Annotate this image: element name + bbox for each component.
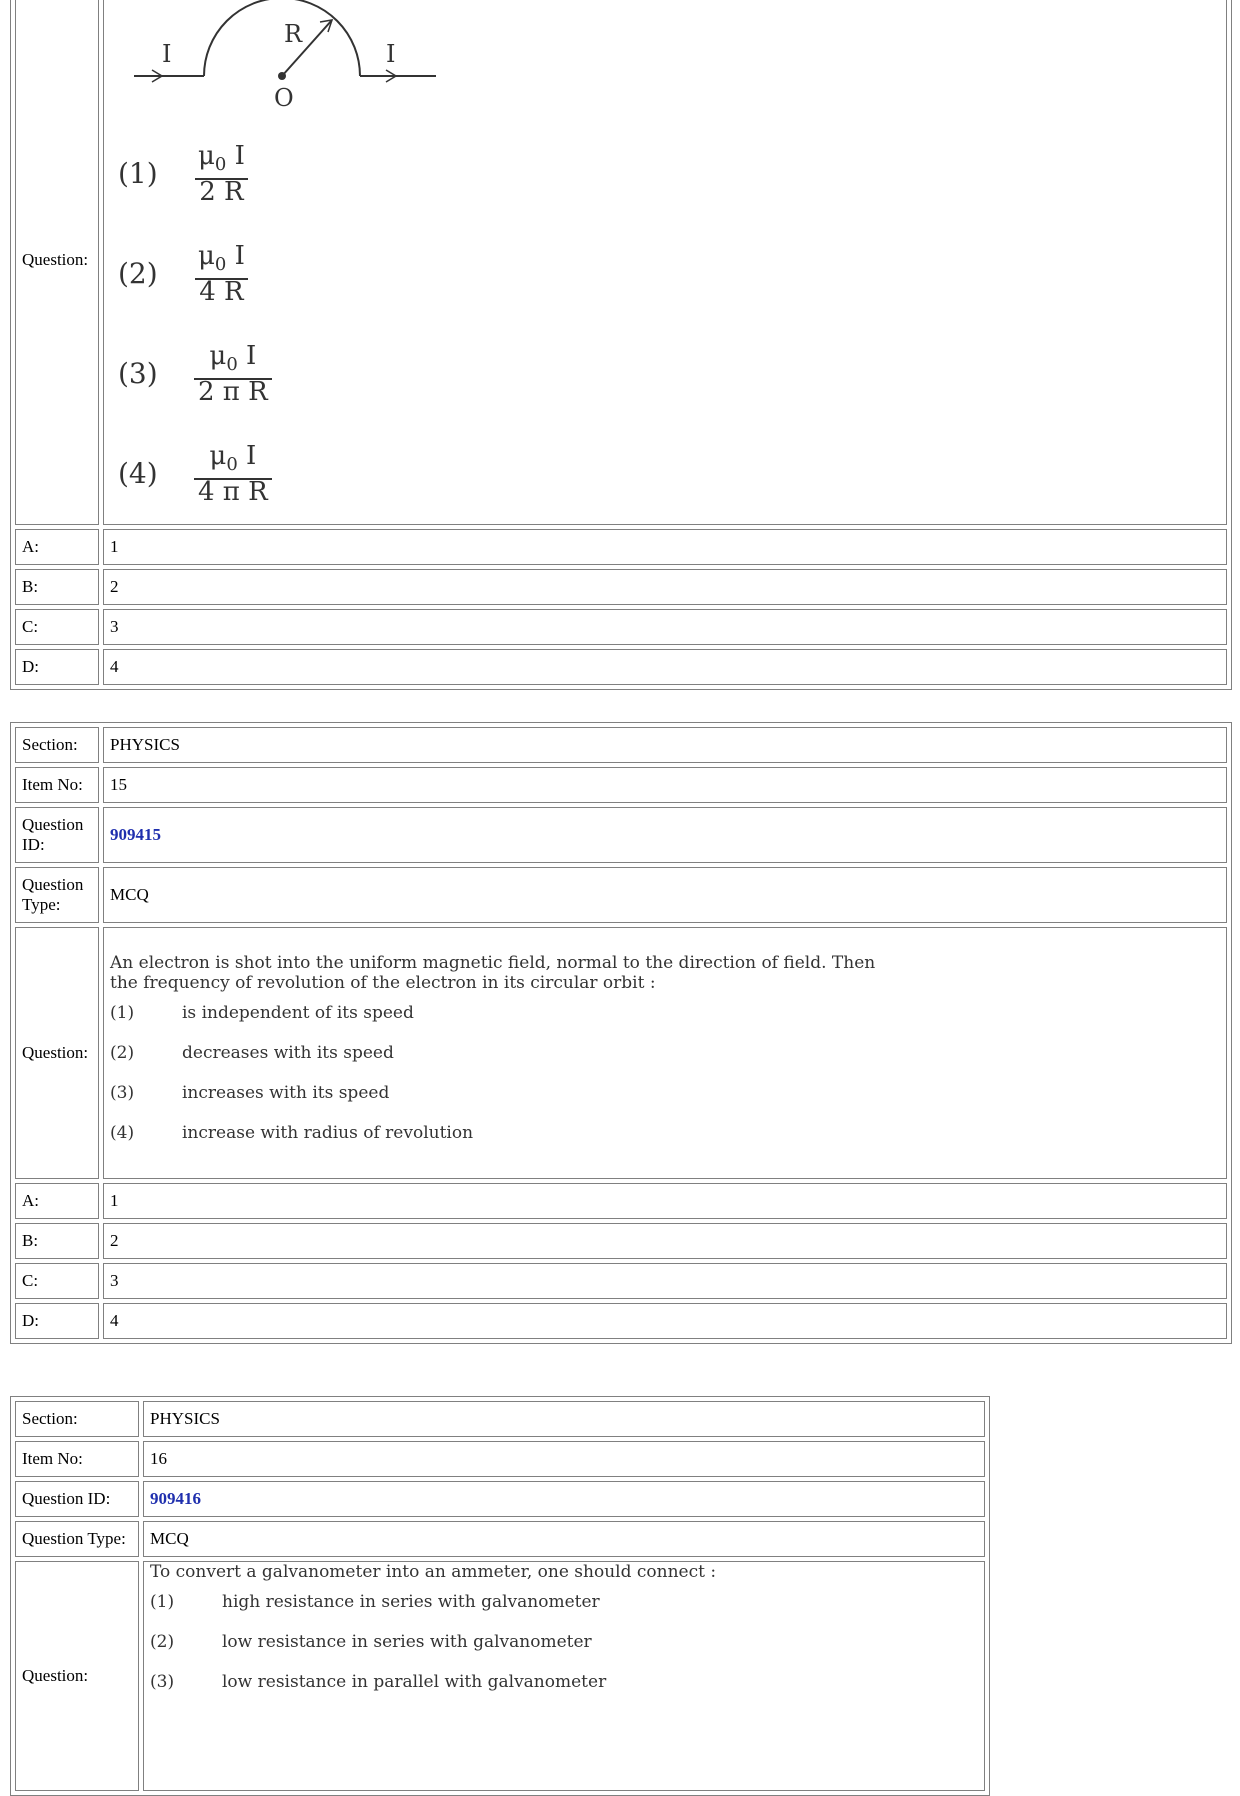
- option-2: (2) decreases with its speed: [110, 1043, 394, 1063]
- question-label: Question:: [15, 1561, 139, 1791]
- fraction: $\frac{\mu_0 I}{2 R}$: [194, 146, 249, 201]
- option-4: [104, 424, 272, 524]
- answer-label: B:: [15, 569, 99, 605]
- fraction: $\frac{\mu_0 I}{4 R}$: [194, 246, 249, 301]
- options-list: [104, 124, 272, 524]
- question-label: Question:: [15, 927, 99, 1179]
- answer-label: B:: [15, 1223, 99, 1259]
- option-1: [104, 124, 272, 224]
- semicircle-wire-diagram: [124, 0, 484, 116]
- option-4: (4) increase with radius of revolution: [110, 1123, 474, 1143]
- option-number: (4): [118, 457, 158, 490]
- option-2: [104, 224, 272, 324]
- question-type-value: MCQ: [103, 867, 1227, 923]
- answer-label: C:: [15, 1263, 99, 1299]
- question-type-label: Question Type:: [15, 1521, 139, 1557]
- question-body: [143, 1561, 985, 1791]
- option-number: (3): [118, 357, 158, 390]
- option-1: (1) high resistance in series with galvanometer: [150, 1592, 600, 1612]
- answer-value: 3: [103, 1263, 1227, 1299]
- section-value: PHYSICS: [103, 727, 1227, 763]
- question-table-16: [10, 1396, 990, 1796]
- question-body: [103, 927, 1227, 1179]
- answer-value: 1: [103, 529, 1227, 565]
- option-3: (3) low resistance in parallel with galvanometer: [150, 1672, 607, 1692]
- section-label: Section:: [15, 1401, 139, 1437]
- fraction: $\frac{\mu_0 I}{\text{4 π R}}$: [194, 446, 272, 501]
- answer-label: A:: [15, 1183, 99, 1219]
- item-label: Item No:: [15, 767, 99, 803]
- option-2: (2) low resistance in series with galvanometer: [150, 1632, 592, 1652]
- option-3: (3) increases with its speed: [110, 1083, 390, 1103]
- question-text: To convert a galvanometer into an ammeter, one should connect :: [150, 1562, 717, 1582]
- item-value: 16: [143, 1441, 985, 1477]
- question-id-label: Question ID:: [15, 1481, 139, 1517]
- answer-value: 1: [103, 1183, 1227, 1219]
- fraction: $\frac{\mu_0 I}{\text{2 π R}}$: [194, 346, 272, 401]
- answer-label: D:: [15, 649, 99, 685]
- section-label: Section:: [15, 727, 99, 763]
- question-id-value: 909415: [103, 807, 1227, 863]
- answer-label: D:: [15, 1303, 99, 1339]
- current-label-right: I: [386, 40, 396, 68]
- option-3: [104, 324, 272, 424]
- section-value: PHYSICS: [143, 1401, 985, 1437]
- question-text: the frequency of revolution of the electron in its circular orbit :: [110, 973, 656, 993]
- current-label-left: I: [162, 40, 172, 68]
- item-label: Item No:: [15, 1441, 139, 1477]
- question-table-15: [10, 722, 1232, 1344]
- option-1: (1) is independent of its speed: [110, 1003, 414, 1023]
- question-id-label: Question ID:: [15, 807, 99, 863]
- answer-label: A:: [15, 529, 99, 565]
- item-value: 15: [103, 767, 1227, 803]
- question-text: An electron is shot into the uniform magnetic field, normal to the direction of field. Then: [110, 953, 876, 973]
- option-number: (1): [118, 157, 158, 190]
- question-type-label: Question Type:: [15, 867, 99, 923]
- option-number: (2): [118, 257, 158, 290]
- answer-value: 2: [103, 569, 1227, 605]
- question-id-value: 909416: [143, 1481, 985, 1517]
- center-label: O: [274, 84, 294, 112]
- question-type-value: MCQ: [143, 1521, 985, 1557]
- question-label: Question:: [15, 0, 99, 525]
- radius-label: R: [284, 20, 303, 48]
- answer-value: 3: [103, 609, 1227, 645]
- question-table-14: [10, 0, 1232, 690]
- answer-label: C:: [15, 609, 99, 645]
- answer-value: 2: [103, 1223, 1227, 1259]
- answer-value: 4: [103, 649, 1227, 685]
- answer-value: 4: [103, 1303, 1227, 1339]
